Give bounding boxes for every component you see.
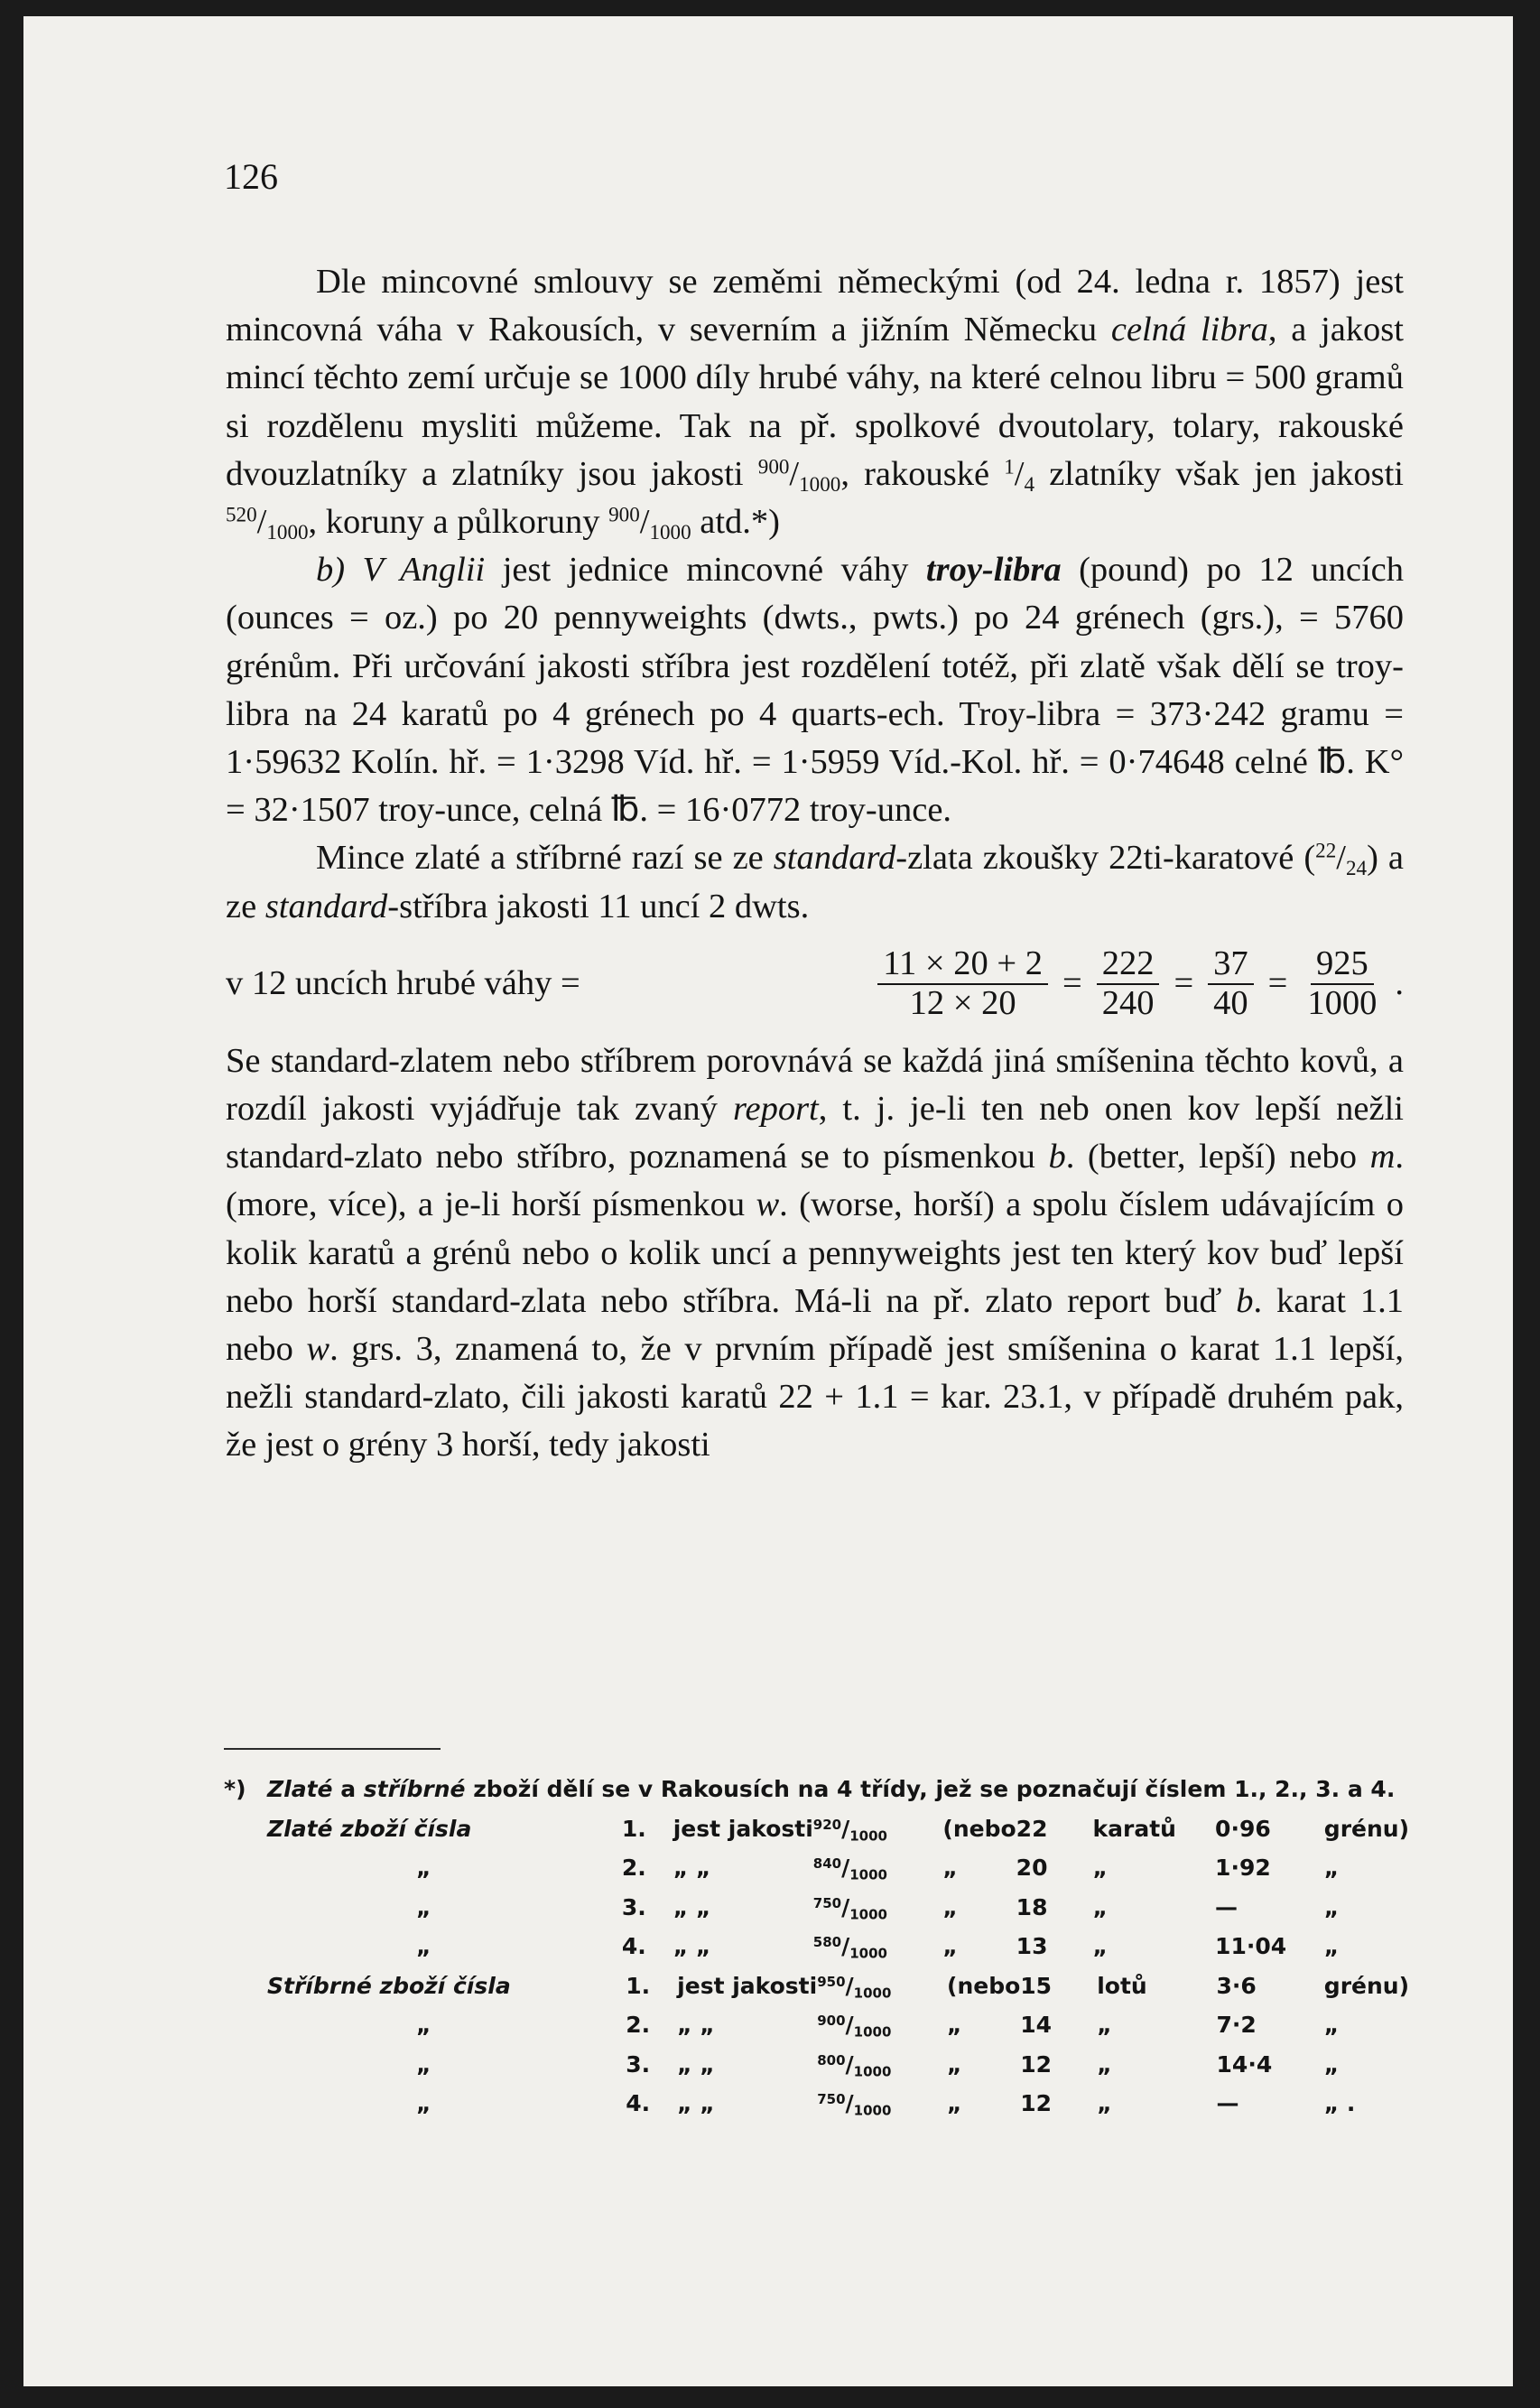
cell-subu: „ — [1323, 2012, 1340, 2038]
cell-class: „ — [416, 1893, 431, 1920]
fraction-4: $\frac{925}{1000}$ — [1307, 944, 1378, 1022]
cell-sub: 0·96 — [1215, 1815, 1271, 1842]
paragraph-report: Se standard-zlatem nebo stříbrem porovnává se každá jiná smíšenina těchto kovů, a rozdíl jakosti vyjádřuje tak zvaný report, t. j. je-li ten neb onen kov lepší nežli standard-zlato nebo stříbro, poznamená se to písmenkou b. (better, lepší) nebo m. (more, více), a je-li horší písmenkou w. (worse, horší) a spolu číslem udávajícím o kolik karatů a grénů nebo o kolik uncí a pennyweights jest ten který kov buď lepší nebo horší standard-zlata nebo stříbra. Má-li na př. zlato report buď b. karat 1.1 nebo w. grs. 3, znamená to, že v prvním případě jest smíšenina o karat 1.1 lepší, nežli standard-zlato, čili jakosti karatů 22 + 1.1 = kar. 23.1, v případě druhém pak, že jest o grény 3 horší, tedy jakosti — [226, 1041, 1405, 1464]
gold-row — [267, 1809, 1409, 1849]
cell-open: „ — [947, 2012, 962, 2038]
footnote — [224, 1770, 1409, 2124]
paragraph-england: b) V Anglii jest jednice mincovné váhy troy-libra (pound) po 12 uncích (ounces = oz.) po 20 pennyweights (dwts., pwts.) po 24 grénech (grs.), = 5760 grénům. Při určování jakosti stříbra jest rozdělení totéž, při zlatě však dělí se troy-libra na 24 karatů po 4 grénech po 4 quarts-ech. Troy-libra = 373·242 gramu = 1·59632 Kolín. hř. = 1·3298 Víd. hř. = 1·5959 Víd.-Kol. hř. = 0·74648 celné ℔. K° = 32·1507 troy-unce, celná ℔. = 16·0772 troy-unce. — [226, 551, 1405, 830]
cell-unit: 20 — [1016, 1855, 1048, 1881]
cell-unit: 13 — [1016, 1933, 1048, 1959]
cell-num: 4. — [626, 2090, 651, 2116]
cell-unit: 15 — [1020, 1972, 1053, 1999]
fineness-value: $^{800}$/1000 — [817, 2050, 892, 2079]
cell-num: 1. — [626, 1972, 651, 1999]
footnote-marker: *) — [224, 1776, 246, 1802]
fineness-formula: v 12 uncích hrubé váhy = $\frac{11 \times 20 + 2}{12 \times 20}$ = $\frac{222}{240}$ = $\frac{37}{40}$ = $\frac{925}{1000}$ . — [226, 944, 1404, 1022]
cell-class: Stříbrné zboží čísla — [267, 1972, 511, 1999]
fineness-value: $^{840}$/1000 — [812, 1855, 887, 1883]
cell-open: „ — [942, 1893, 958, 1920]
silver-row — [267, 2084, 1409, 2124]
cell-open: „ — [942, 1933, 958, 1959]
fineness-value: $^{580}$/1000 — [812, 1933, 887, 1962]
gold-row — [267, 1927, 1409, 1966]
cell-num: 2. — [626, 2012, 651, 2038]
cell-subu: „ — [1323, 1933, 1340, 1959]
page-number: 126 — [224, 156, 278, 197]
cell-unit: 22 — [1016, 1815, 1048, 1842]
fraction-3: $\frac{37}{40}$ — [1208, 945, 1254, 1022]
fraction-2: $\frac{222}{240}$ — [1097, 945, 1160, 1022]
cell-subu: grénu) — [1323, 1815, 1409, 1842]
cell-unit: 12 — [1020, 2050, 1053, 2078]
cell-subu: „ — [1323, 2050, 1340, 2078]
cell-karat: karatů — [1092, 1815, 1176, 1842]
cell-unit: 14 — [1020, 2012, 1053, 2038]
cell-karat: „ — [1092, 1933, 1108, 1959]
cell-kind: „ „ — [677, 2012, 715, 2038]
fineness-value: $^{920}$/1000 — [812, 1815, 887, 1844]
gold-row — [267, 1888, 1409, 1928]
cell-kind: „ „ — [677, 2050, 715, 2078]
cell-kind: „ „ — [677, 2090, 715, 2116]
cell-karat: „ — [1097, 2012, 1112, 2038]
book-page — [23, 16, 1513, 2386]
cell-open: (nebo — [947, 1972, 1021, 1999]
cell-karat: „ — [1097, 2090, 1112, 2116]
cell-kind: „ „ — [673, 1855, 711, 1881]
cell-sub: 7·2 — [1216, 2012, 1257, 2038]
fineness-value: $^{950}$/1000 — [817, 1972, 892, 2001]
silver-row — [267, 2045, 1409, 2085]
cell-subu: „ . — [1323, 2090, 1356, 2116]
formula-label: v 12 uncích hrubé váhy = — [226, 964, 580, 1003]
fineness-value: $^{750}$/1000 — [817, 2090, 892, 2119]
paragraph-standard: Mince zlaté a stříbrné razí se ze standard-zlata zkoušky 22ti-karatové ($^{22}$/24) a ze standard-stříbra jakosti 11 uncí 2 dwts. — [226, 838, 1404, 925]
cell-class: „ — [416, 2050, 431, 2078]
cell-class: „ — [416, 1933, 431, 1959]
paragraph-mint-treaty: Dle mincovné smlouvy se zeměmi německými (od 24. ledna r. 1857) jest mincovná váha v Rakousích, v severním a jižním Německu celná libra, a jakost mincí těchto zemí určuje se 1000 díly hrubé váhy, na které celnou libru = 500 gramů si rozdělenu mysliti můžeme. Tak na př. spolkové dvoutolary, tolary, rakouské dvouzlatníky a zlatníky jsou jakosti $^{900}$/1000, rakouské $^1$/4 zlatníky však jen jakosti $^{520}$/1000, koruny a půlkoruny $^{900}$/1000 atd.*) — [226, 263, 1404, 544]
cell-kind: jest jakosti — [673, 1815, 813, 1842]
cell-sub: 1·92 — [1215, 1855, 1271, 1881]
cell-class: „ — [416, 2012, 431, 2038]
cell-karat: „ — [1097, 2050, 1112, 2078]
cell-sub: — — [1215, 1893, 1238, 1920]
cell-sub: 11·04 — [1215, 1933, 1287, 1959]
cell-num: 4. — [621, 1933, 646, 1959]
footnote-divider — [224, 1748, 441, 1750]
cell-karat: „ — [1092, 1855, 1108, 1881]
cell-subu: grénu) — [1323, 1972, 1409, 1999]
cell-open: „ — [947, 2050, 962, 2078]
cell-sub: 3·6 — [1216, 1972, 1257, 1999]
cell-sub: 14·4 — [1216, 2050, 1273, 2078]
cell-sub: — — [1216, 2090, 1239, 2116]
silver-row — [267, 1966, 1409, 2006]
cell-unit: 18 — [1016, 1893, 1048, 1920]
gold-fineness-table — [267, 1809, 1409, 1966]
cell-unit: 12 — [1020, 2090, 1053, 2116]
body-text — [226, 258, 1404, 1470]
cell-karat: lotů — [1097, 1972, 1147, 1999]
cell-open: (nebo — [942, 1815, 1016, 1842]
cell-class: Zlaté zboží čísla — [267, 1815, 472, 1842]
fineness-value: $^{750}$/1000 — [812, 1893, 887, 1922]
silver-fineness-table — [267, 1966, 1409, 2124]
cell-num: 2. — [621, 1855, 646, 1881]
cell-kind: jest jakosti — [677, 1972, 818, 1999]
cell-num: 3. — [621, 1893, 646, 1920]
footnote-intro: *) Zlaté a stříbrné zboží dělí se v Rakousích na 4 třídy, jež se poznačují číslem 1., 2., 3. a 4. — [267, 1770, 1409, 1809]
cell-open: „ — [947, 2090, 962, 2116]
silver-row — [267, 2005, 1409, 2045]
cell-subu: „ — [1323, 1893, 1340, 1920]
cell-karat: „ — [1092, 1893, 1108, 1920]
cell-kind: „ „ — [673, 1933, 711, 1959]
fraction-1: $\frac{11 \times 20 + 2}{12 \times 20}$ — [877, 945, 1048, 1022]
cell-num: 1. — [621, 1815, 646, 1842]
cell-num: 3. — [626, 2050, 651, 2078]
cell-kind: „ „ — [673, 1893, 711, 1920]
cell-subu: „ — [1323, 1855, 1340, 1881]
cell-class: „ — [416, 1855, 431, 1881]
fineness-value: $^{900}$/1000 — [817, 2012, 892, 2041]
cell-open: „ — [942, 1855, 958, 1881]
cell-class: „ — [416, 2090, 431, 2116]
gold-row — [267, 1848, 1409, 1888]
